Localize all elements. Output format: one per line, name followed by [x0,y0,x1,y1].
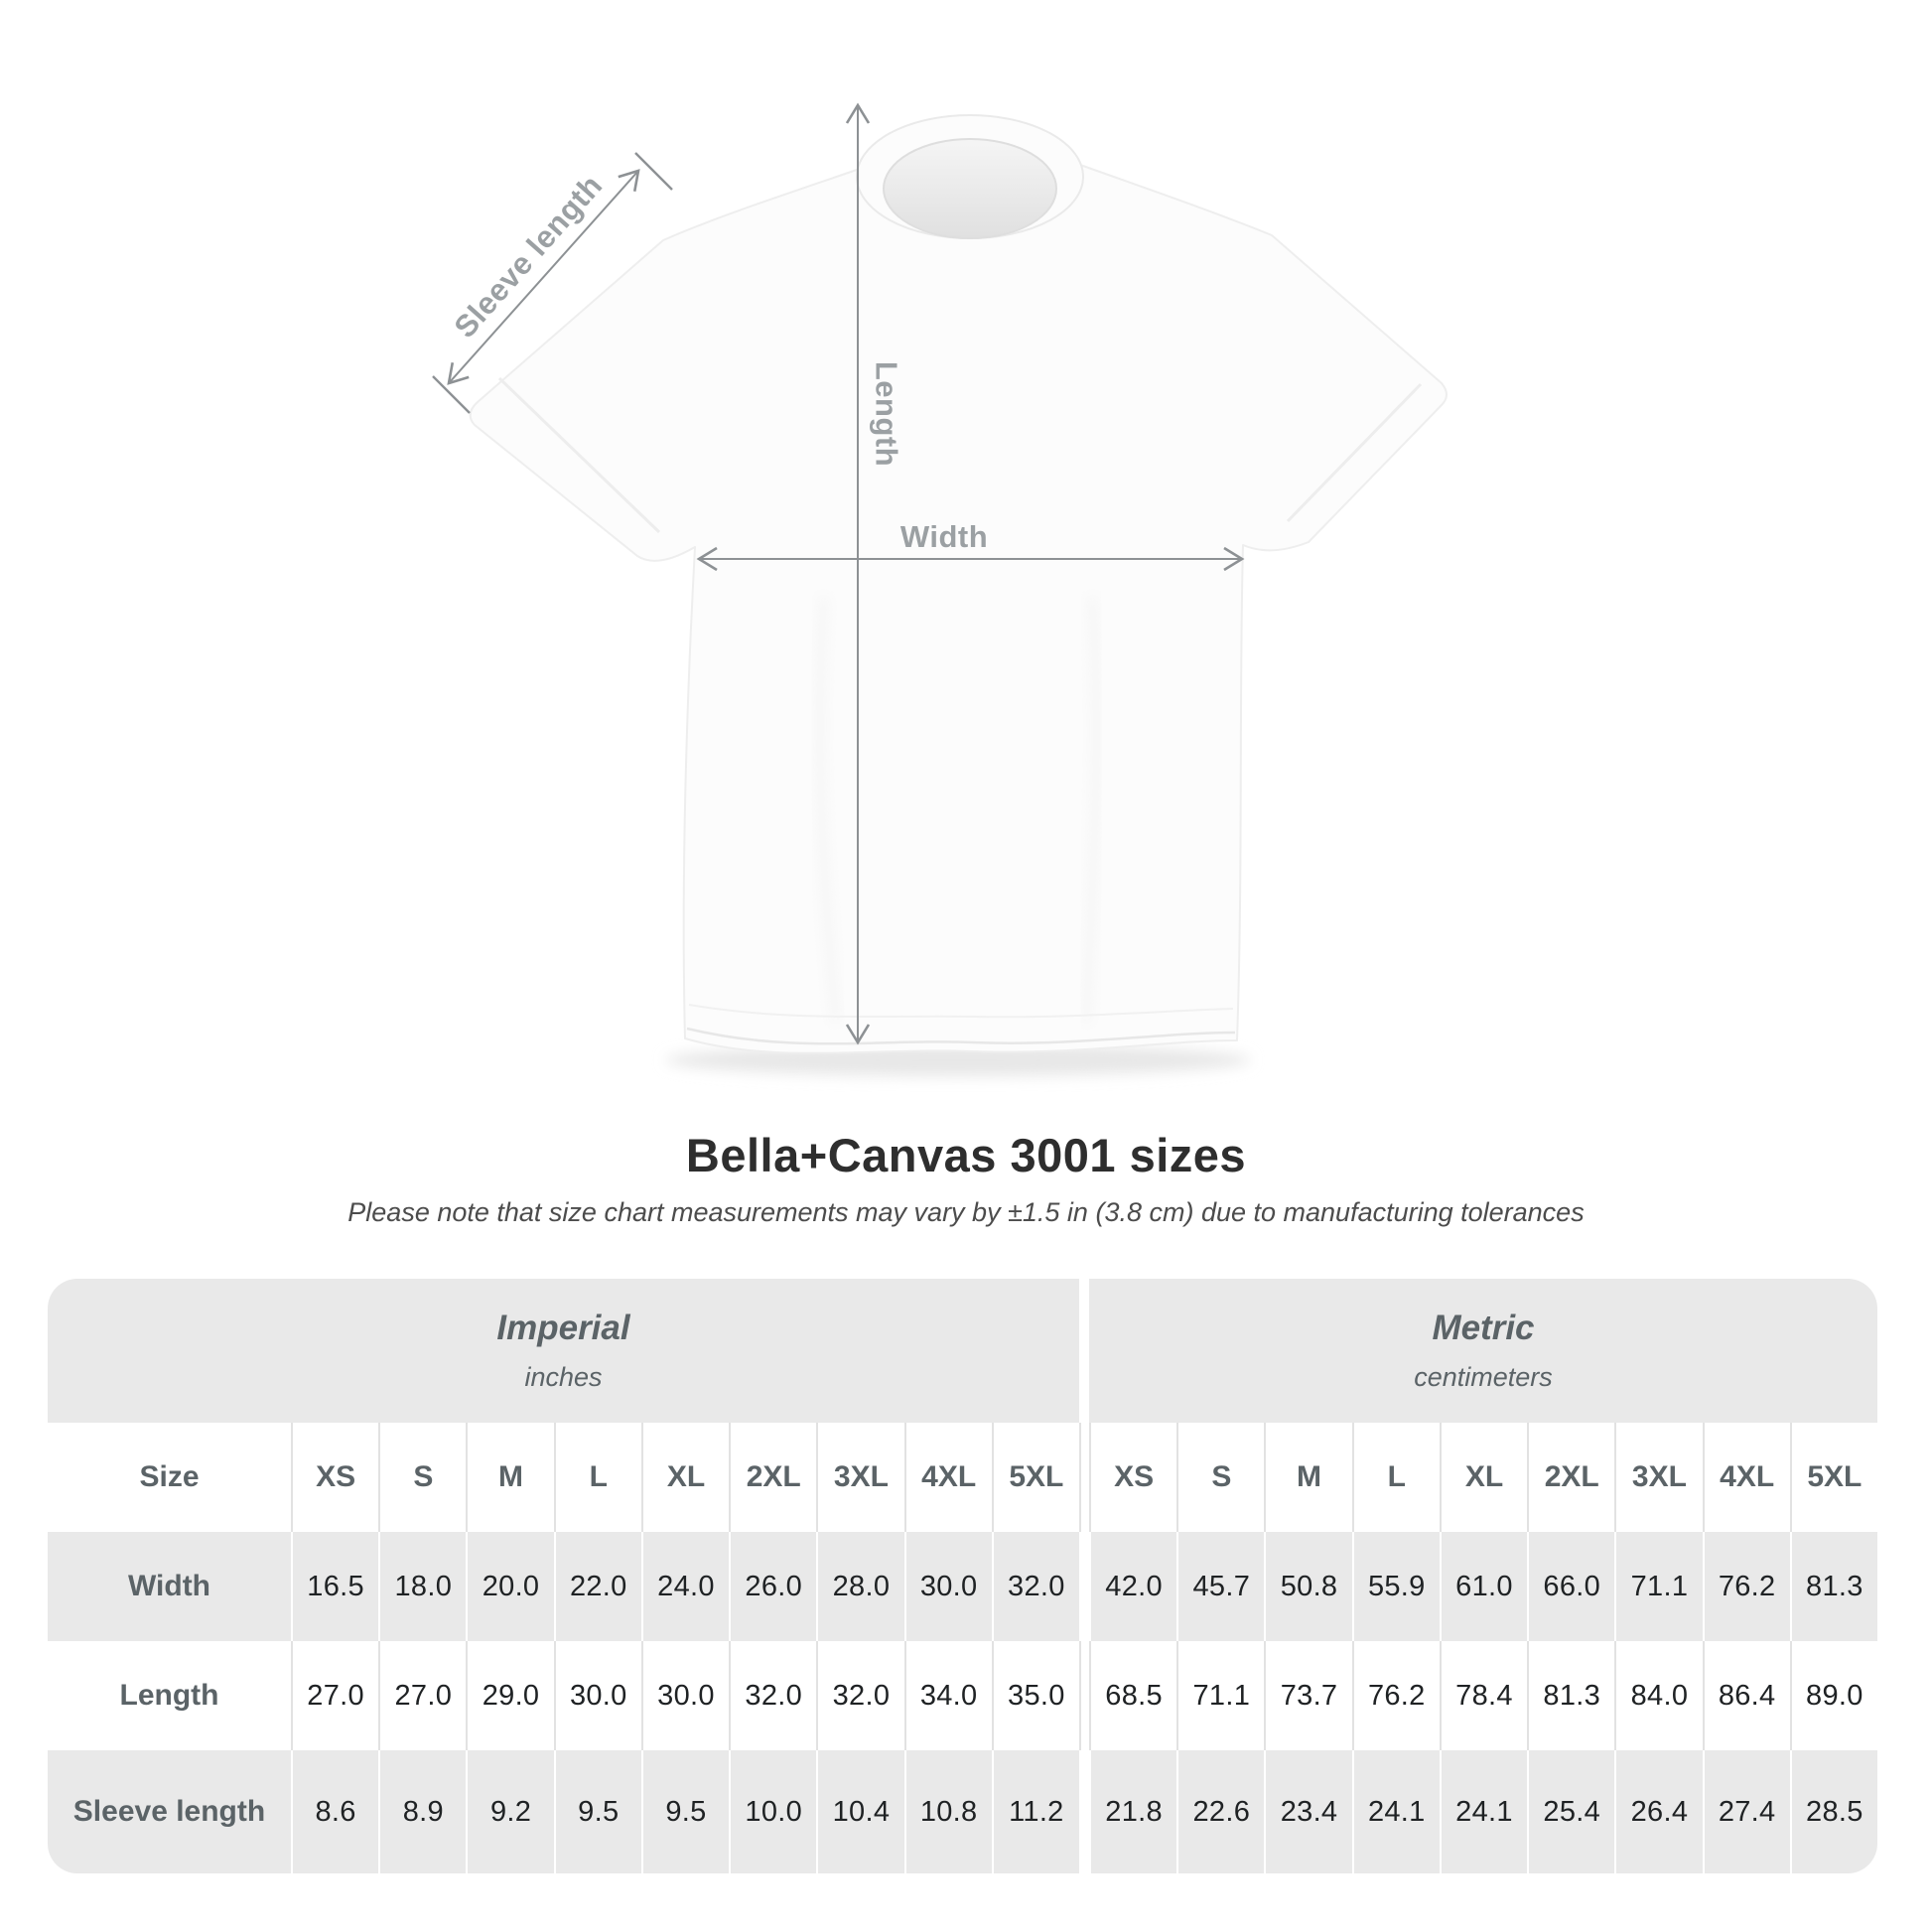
size-header-cell: L [1352,1423,1440,1532]
table-cell: 76.2 [1703,1532,1790,1641]
metric-unit: centimeters [1414,1362,1553,1392]
group-gap [1079,1641,1089,1750]
table-cell: 18.0 [378,1532,466,1641]
size-header-cell: 3XL [1614,1423,1702,1532]
table-cell: 34.0 [904,1641,992,1750]
metric-label: Metric [1432,1309,1535,1347]
page-title: Bella+Canvas 3001 sizes [685,1129,1247,1181]
table-cell: 29.0 [466,1641,553,1750]
table-cell: 68.5 [1089,1641,1176,1750]
size-header-cell: 5XL [992,1423,1079,1532]
size-header-cell: 4XL [904,1423,992,1532]
table-cell: 66.0 [1527,1532,1614,1641]
table-cell: 26.0 [729,1532,816,1641]
size-header-cell: XL [1440,1423,1527,1532]
size-header-cell: 3XL [816,1423,903,1532]
table-cell: 22.6 [1176,1750,1264,1873]
table-cell: 9.5 [641,1750,729,1873]
table-cell: 73.7 [1264,1641,1351,1750]
table-cell: 84.0 [1614,1641,1702,1750]
table-cell: 10.0 [729,1750,816,1873]
size-header-cell: M [1264,1423,1351,1532]
width-label: Width [899,519,989,554]
group-gap [1079,1279,1089,1423]
metric-group-header [1089,1279,1877,1423]
tshirt-outline [471,142,1447,1053]
table-cell: 30.0 [904,1532,992,1641]
table-cell: 28.0 [816,1532,903,1641]
table-cell: 9.5 [554,1750,641,1873]
table-cell: 27.4 [1703,1750,1790,1873]
size-header-cell: L [554,1423,641,1532]
group-gap [1079,1750,1089,1873]
table-cell: 81.3 [1527,1641,1614,1750]
imperial-unit: inches [524,1362,603,1392]
size-header-cell: S [1176,1423,1264,1532]
table-cell: 71.1 [1614,1532,1702,1641]
table-cell: 55.9 [1352,1532,1440,1641]
table-cell: 30.0 [641,1641,729,1750]
table-cell: 76.2 [1352,1641,1440,1750]
table-cell: 28.5 [1790,1750,1877,1873]
table-cell: 20.0 [466,1532,553,1641]
table-cell: 24.1 [1440,1750,1527,1873]
size-table [48,1279,1877,1873]
size-header-cell: XS [1089,1423,1176,1532]
size-header-cell: 4XL [1703,1423,1790,1532]
table-cell: 27.0 [291,1641,378,1750]
table-cell: 30.0 [554,1641,641,1750]
table-cell: 24.0 [641,1532,729,1641]
imperial-group-header [48,1279,1079,1423]
sleeve-length-tick-high [635,153,672,190]
length-label: Length [869,360,904,468]
table-cell: 35.0 [992,1641,1079,1750]
table-cell: 11.2 [992,1750,1079,1873]
table-cell: 61.0 [1440,1532,1527,1641]
size-header-cell: XL [641,1423,729,1532]
sleeve-length-label: Sleeve length [447,168,610,345]
table-cell: 16.5 [291,1532,378,1641]
table-cell: 45.7 [1176,1532,1264,1641]
table-cell: 26.4 [1614,1750,1702,1873]
table-cell: 32.0 [729,1641,816,1750]
table-cell: 8.9 [378,1750,466,1873]
collar-neck-opening [884,139,1056,238]
size-header-cell: M [466,1423,553,1532]
table-cell: 10.4 [816,1750,903,1873]
table-cell: 9.2 [466,1750,553,1873]
table-cell: 24.1 [1352,1750,1440,1873]
size-header-cell: 5XL [1790,1423,1877,1532]
table-cell: 22.0 [554,1532,641,1641]
table-cell: 89.0 [1790,1641,1877,1750]
table-cell: 8.6 [291,1750,378,1873]
table-cell: 10.8 [904,1750,992,1873]
table-cell: 25.4 [1527,1750,1614,1873]
size-header-cell: S [378,1423,466,1532]
group-gap [1079,1532,1089,1641]
table-cell: 32.0 [992,1532,1079,1641]
row-label-sleeve-length: Sleeve length [48,1750,291,1873]
page-subtitle: Please note that size chart measurements may vary by ±1.5 in (3.8 cm) due to manufacturing tolerances [347,1197,1585,1227]
row-label-length: Length [48,1641,291,1750]
table-cell: 32.0 [816,1641,903,1750]
table-cell: 81.3 [1790,1532,1877,1641]
table-cell: 86.4 [1703,1641,1790,1750]
table-cell: 27.0 [378,1641,466,1750]
size-header-cell: XS [291,1423,378,1532]
size-header-cell: 2XL [729,1423,816,1532]
table-cell: 78.4 [1440,1641,1527,1750]
size-header-cell: 2XL [1527,1423,1614,1532]
table-cell: 21.8 [1089,1750,1176,1873]
group-gap [1079,1423,1089,1532]
row-label-width: Width [48,1532,291,1641]
table-cell: 42.0 [1089,1532,1176,1641]
table-cell: 23.4 [1264,1750,1351,1873]
imperial-label: Imperial [496,1309,630,1347]
table-cell: 50.8 [1264,1532,1351,1641]
size-column-header: Size [48,1423,291,1532]
table-cell: 71.1 [1176,1641,1264,1750]
